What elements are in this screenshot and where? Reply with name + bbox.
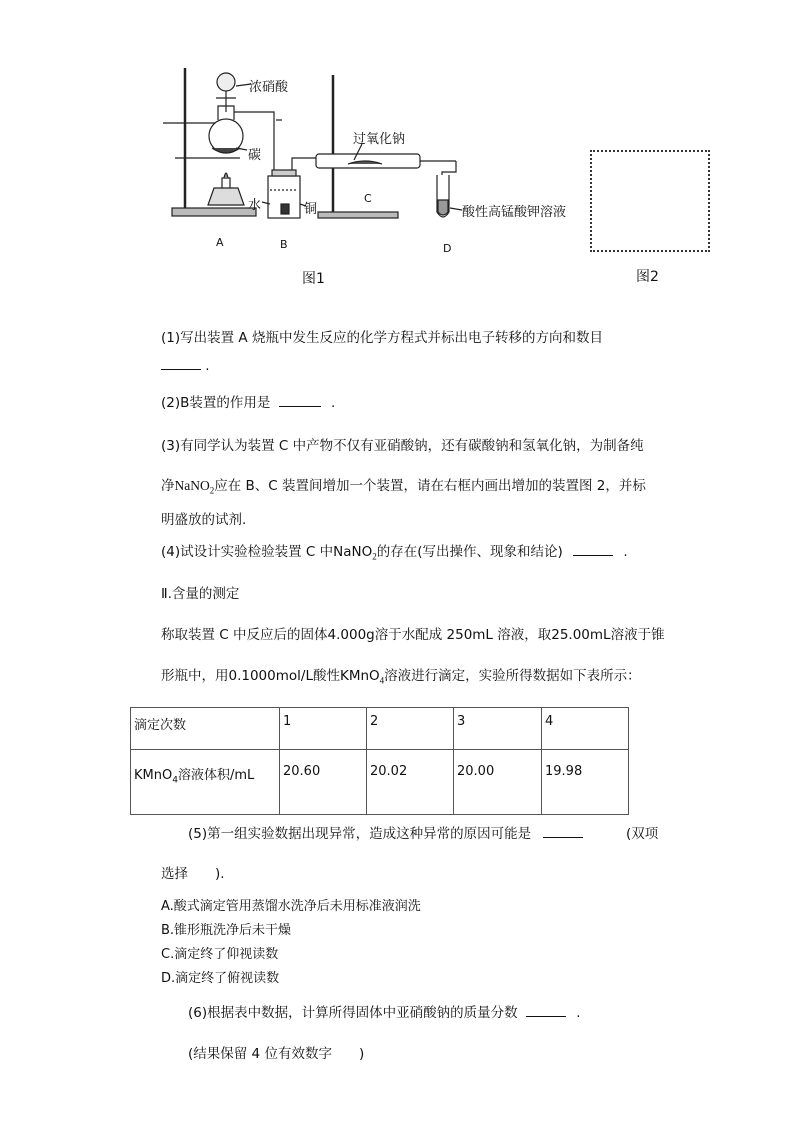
question-4: (4)试设计实验检验装置 C 中NaNO$_2$的存在(写出操作、现象和结论) .: [161, 544, 628, 562]
table-cell: 20.02: [367, 750, 454, 815]
label-apparatus-a: A: [216, 236, 224, 249]
label-apparatus-c: C: [364, 192, 372, 205]
answer-blank[interactable]: [161, 357, 201, 370]
label-carbon: 碳: [248, 148, 262, 163]
table-cell: 滴定次数: [131, 708, 280, 750]
question-1-answer-line: .: [161, 357, 210, 374]
answer-blank[interactable]: [526, 1004, 566, 1017]
paragraph-line-2: 形瓶中，用0.1000mol/L酸性KMnO$_4$溶液进行滴定，实验所得数据如下表所示：: [161, 668, 641, 686]
option-d[interactable]: D.滴定终了俯视读数: [161, 971, 280, 986]
table-cell: 4: [542, 708, 629, 750]
section-heading: Ⅱ.含量的测定: [161, 586, 240, 602]
label-kmno4-solution: 酸性高锰酸钾溶液: [462, 205, 567, 220]
answer-blank[interactable]: [279, 394, 321, 407]
figure-2-caption: 图2: [636, 269, 659, 285]
figure-1-caption: 图1: [302, 271, 325, 287]
figure-2-drawing-box: [590, 150, 710, 252]
question-6-note: (结果保留 4 位有效数字 ): [188, 1046, 365, 1062]
label-sodium-peroxide: 过氧化钠: [353, 132, 406, 147]
table-cell: 19.98: [542, 750, 629, 815]
table-cell: KMnO$_4$溶液体积/mL: [131, 750, 280, 815]
table-cell: 1: [280, 708, 367, 750]
question-5-line-2: 选择 ).: [161, 866, 225, 882]
option-c[interactable]: C.滴定终了仰视读数: [161, 947, 279, 962]
answer-blank[interactable]: [573, 543, 613, 556]
question-5: (5)第一组实验数据出现异常，造成这种异常的原因可能是: [188, 822, 583, 842]
stand-c-base: [318, 212, 398, 218]
answer-blank[interactable]: [543, 825, 583, 838]
titration-data-table: [130, 707, 629, 815]
table-cell: 2: [367, 708, 454, 750]
question-3-line-3: 明盛放的试剂.: [161, 512, 247, 528]
table-row: [131, 708, 629, 750]
question-3-line-2: 净NaNO$_2$应在 B、C 装置间增加一个装置，请在右框内画出增加的装置图 2，并标: [161, 478, 646, 496]
label-copper: 铜: [304, 202, 318, 217]
table-row: [131, 750, 629, 815]
table-cell: 20.00: [454, 750, 542, 815]
label-apparatus-b: B: [280, 238, 288, 251]
question-3-line-1: (3)有同学认为装置 C 中产物不仅有亚硝酸钠，还有碳酸钠和氢氧化钠，为制备纯: [161, 438, 644, 454]
table-cell: 3: [454, 708, 542, 750]
option-a[interactable]: A.酸式滴定管用蒸馏水洗净后未用标准液润洗: [161, 899, 421, 914]
alcohol-lamp: [208, 188, 244, 205]
question-2: (2)B装置的作用是 .: [161, 395, 336, 411]
label-water: 水: [248, 198, 262, 213]
paragraph-line-1: 称取装置 C 中反应后的固体4.000g溶于水配成 250mL 溶液，取25.00mL溶液于锥: [161, 627, 665, 643]
stand-a-base: [172, 208, 256, 216]
table-cell: 20.60: [280, 750, 367, 815]
option-b[interactable]: B.锥形瓶洗净后未干燥: [161, 923, 292, 938]
question-2-text: (2)B装置的作用是: [161, 395, 271, 411]
label-conc-nitric-acid: 浓硝酸: [249, 80, 289, 95]
separating-funnel: [217, 73, 235, 91]
question-1-text: (1)写出装置 A 烧瓶中发生反应的化学方程式并标出电子转移的方向和数目: [161, 330, 603, 346]
question-5-suffix: (双项: [626, 826, 659, 842]
label-apparatus-d: D: [443, 242, 452, 255]
question-6: (6)根据表中数据，计算所得固体中亚硝酸钠的质量分数 .: [188, 1005, 581, 1021]
